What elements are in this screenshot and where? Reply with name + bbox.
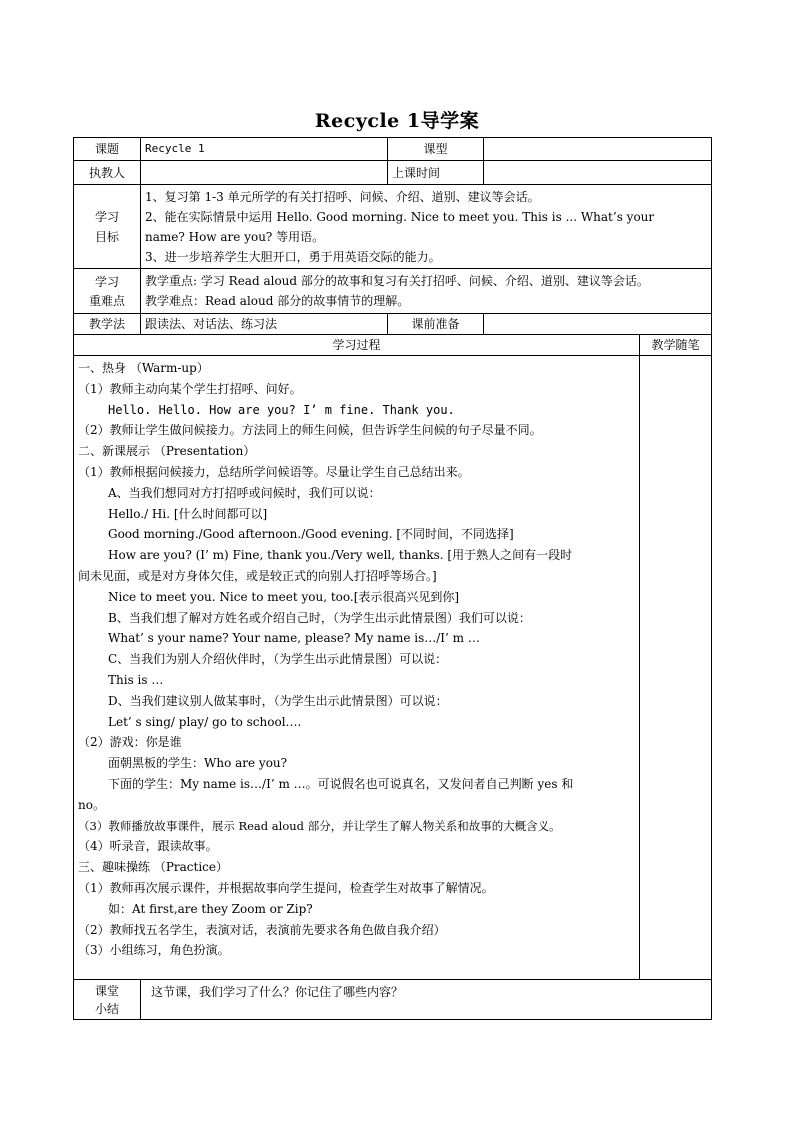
preparation-label: 课前准备 [388, 314, 484, 335]
process-line: 间未见面，或是对方身体欠佳，或是较正式的向别人打招呼等场合。] [78, 568, 437, 583]
process-line: （2）教师找五名学生，表演对话，表演前先要求各角色做自我介绍） [78, 922, 446, 937]
key-point-line-1: 教学重点: 学习 Read aloud 部分的故事和复习有关打招呼、问候、介绍、道别、建议等会话。 [145, 274, 649, 288]
process-line: What’ s your name? Your name, please? My name is…/I’ m … [108, 631, 480, 646]
teacher-row [74, 161, 712, 185]
teacher-label: 执教人 [74, 161, 141, 185]
process-line: （2）游戏：你是谁 [78, 735, 182, 750]
lesson-type-label: 课型 [388, 138, 484, 161]
key-points-label-line2: 重难点 [88, 294, 125, 308]
process-row [74, 356, 712, 980]
notes-column [640, 356, 712, 980]
process-line: no。 [78, 797, 105, 812]
process-line: （3）教师播放故事课件，展示 Read aloud 部分，并让学生了解人物关系和故事的大概含义。 [78, 818, 561, 833]
process-line: （4）听录音，跟读故事。 [78, 839, 218, 854]
process-header-row [74, 335, 712, 356]
process-line: 三、趣味操练 （Practice） [78, 860, 228, 875]
teacher-value [141, 161, 388, 185]
summary-label [74, 980, 141, 1020]
process-line: 面朝黑板的学生：Who are you? [108, 756, 288, 771]
class-time-label: 上课时间 [388, 161, 484, 185]
summary-label-line2: 小结 [94, 1001, 119, 1016]
goal-line-4: 3、进一步培养学生大胆开口，勇于用英语交际的能力。 [145, 249, 441, 264]
goals-content [141, 185, 712, 269]
process-line: This is … [108, 672, 164, 687]
summary-row [74, 980, 712, 1020]
summary-content: 这节课，我们学习了什么？你记住了哪些内容？ [141, 980, 712, 1020]
method-value: 跟读法、对话法、练习法 [141, 314, 388, 335]
method-row [74, 314, 712, 335]
process-line: 一、热身 （Warm-up） [78, 361, 209, 375]
summary-label-line1: 课堂 [94, 983, 119, 998]
lesson-plan-table [73, 137, 712, 1020]
topic-value: Recycle 1 [141, 138, 388, 161]
goals-label [74, 185, 141, 269]
notes-header: 教学随笔 [640, 335, 712, 356]
process-line: （3）小组练习，角色扮演。 [78, 943, 230, 958]
process-line: Let’ s sing/ play/ go to school…. [108, 714, 302, 729]
process-line: C、当我们为别人介绍伙伴时，（为学生出示此情景图）可以说： [108, 652, 448, 667]
process-line: Nice to meet you. Nice to meet you, too.[表示很高兴见到你] [108, 589, 460, 604]
key-points-label [74, 269, 141, 314]
process-content [74, 356, 640, 980]
goals-label-line2: 目标 [94, 229, 119, 244]
class-time-value [484, 161, 712, 185]
topic-row [74, 138, 712, 161]
preparation-value [484, 314, 712, 335]
process-line: A、当我们想同对方打招呼或问候时，我们可以说： [108, 485, 381, 500]
process-line: D、当我们建议别人做某事时，（为学生出示此情景图）可以说： [108, 693, 448, 708]
goals-row [74, 185, 712, 269]
lesson-type-value [484, 138, 712, 161]
process-header: 学习过程 [74, 335, 640, 356]
process-line: Hello. Hello. How are you? I’ m fine. Thank you. [108, 402, 455, 417]
process-line: （2）教师让学生做问候接力。方法同上的师生问候，但告诉学生问候的句子尽量不同。 [78, 423, 542, 438]
goals-label-line1: 学习 [94, 209, 119, 224]
method-label: 教学法 [74, 314, 141, 335]
process-line: 下面的学生：My name is…/I’ m …。可说假名也可说真名，又发问者自己判断 yes 和 [108, 776, 574, 791]
process-line: （1）教师再次展示课件，并根据故事向学生提问，检查学生对故事了解情况。 [78, 880, 494, 895]
process-line: （1）教师主动向某个学生打招呼、问好。 [78, 381, 302, 396]
key-points-label-line1: 学习 [94, 275, 119, 289]
process-line: 二、新课展示 （Presentation） [78, 444, 256, 459]
process-line: Hello./ Hi. [什么时间都可以] [108, 506, 268, 521]
process-line: Good morning./Good afternoon./Good evening. [不同时间，不同选择] [108, 527, 514, 542]
process-line: （1）教师根据问候接力，总结所学问候语等。尽量让学生自己总结出来。 [78, 464, 470, 479]
key-points-content [141, 269, 712, 314]
goal-line-3: name? How are you? 等用语。 [145, 229, 325, 244]
process-line: B、当我们想了解对方姓名或介绍自己时，（为学生出示此情景图）我们可以说： [108, 610, 531, 625]
goal-line-1: 1、复习第 1-3 单元所学的有关打招呼、问候、介绍、道别、建议等会话。 [145, 189, 540, 204]
topic-label: 课题 [74, 138, 141, 161]
process-line: 如：At first,are they Zoom or Zip? [108, 901, 313, 916]
goal-line-2: 2、能在实际情景中运用 Hello. Good morning. Nice to meet you. This is ... What’s your [145, 209, 655, 224]
page-title: Recycle 1导学案 [314, 110, 480, 132]
key-point-line-2: 教学难点：Read aloud 部分的故事情节的理解。 [145, 294, 410, 308]
process-line: How are you? (I’ m) Fine, thank you./Very well, thanks. [用于熟人之间有一段时 [108, 548, 573, 563]
key-points-row [74, 269, 712, 314]
